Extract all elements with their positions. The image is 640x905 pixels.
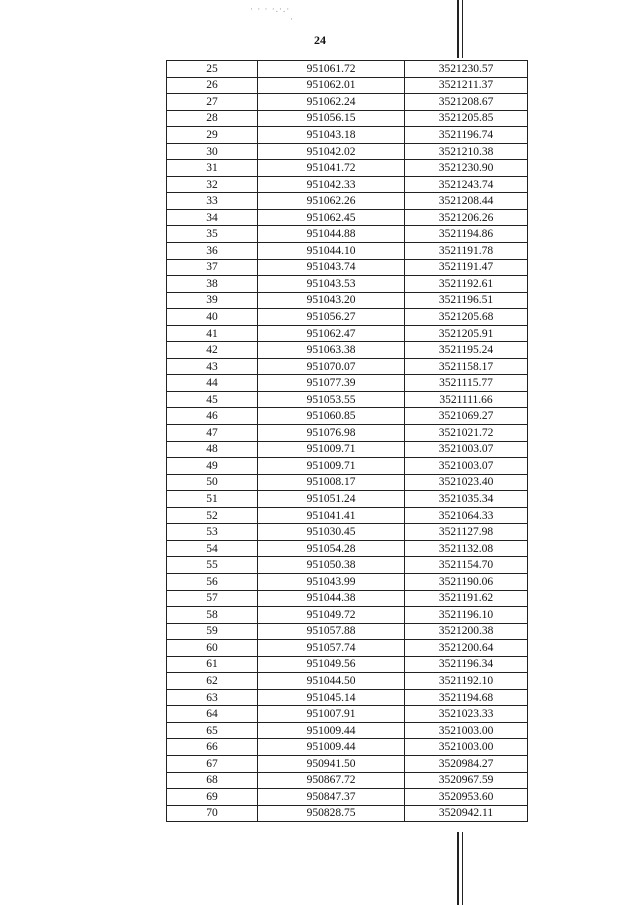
y-coordinate-cell: 3521196.51 xyxy=(405,292,528,309)
x-coordinate-cell: 951062.24 xyxy=(258,94,405,111)
point-number-cell: 53 xyxy=(167,524,258,541)
point-number-cell: 33 xyxy=(167,193,258,210)
x-coordinate-cell: 951007.91 xyxy=(258,706,405,723)
y-coordinate-cell: 3521111.66 xyxy=(405,391,528,408)
x-coordinate-cell: 951053.55 xyxy=(258,391,405,408)
point-number-cell: 50 xyxy=(167,474,258,491)
table-row xyxy=(167,375,528,392)
x-coordinate-cell: 951062.01 xyxy=(258,77,405,94)
x-coordinate-cell: 951009.71 xyxy=(258,458,405,475)
point-number-cell: 27 xyxy=(167,94,258,111)
table-row xyxy=(167,209,528,226)
page-number: 24 xyxy=(314,33,326,47)
point-number-cell: 32 xyxy=(167,176,258,193)
table-row xyxy=(167,557,528,574)
x-coordinate-cell: 951008.17 xyxy=(258,474,405,491)
x-coordinate-cell: 951045.14 xyxy=(258,689,405,706)
y-coordinate-cell: 3521132.08 xyxy=(405,540,528,557)
x-coordinate-cell: 951063.38 xyxy=(258,342,405,359)
point-number-cell: 52 xyxy=(167,507,258,524)
x-coordinate-cell: 951077.39 xyxy=(258,375,405,392)
point-number-cell: 68 xyxy=(167,772,258,789)
y-coordinate-cell: 3521230.90 xyxy=(405,160,528,177)
x-coordinate-cell: 951043.99 xyxy=(258,573,405,590)
x-coordinate-cell: 951050.38 xyxy=(258,557,405,574)
x-coordinate-cell: 951043.74 xyxy=(258,259,405,276)
binding-mark-top-2 xyxy=(462,0,463,58)
x-coordinate-cell: 951056.27 xyxy=(258,309,405,326)
coordinates-table xyxy=(166,60,528,822)
point-number-cell: 57 xyxy=(167,590,258,607)
point-number-cell: 64 xyxy=(167,706,258,723)
y-coordinate-cell: 3521208.67 xyxy=(405,94,528,111)
point-number-cell: 61 xyxy=(167,656,258,673)
y-coordinate-cell: 3521115.77 xyxy=(405,375,528,392)
point-number-cell: 54 xyxy=(167,540,258,557)
y-coordinate-cell: 3521003.00 xyxy=(405,739,528,756)
x-coordinate-cell: 951060.85 xyxy=(258,408,405,425)
point-number-cell: 37 xyxy=(167,259,258,276)
coordinates-table-body xyxy=(167,61,528,822)
table-row xyxy=(167,441,528,458)
table-row xyxy=(167,607,528,624)
point-number-cell: 70 xyxy=(167,805,258,822)
table-row xyxy=(167,176,528,193)
x-coordinate-cell: 951061.72 xyxy=(258,61,405,78)
x-coordinate-cell: 951054.28 xyxy=(258,540,405,557)
x-coordinate-cell: 950828.75 xyxy=(258,805,405,822)
point-number-cell: 34 xyxy=(167,209,258,226)
table-row xyxy=(167,573,528,590)
x-coordinate-cell: 951070.07 xyxy=(258,358,405,375)
y-coordinate-cell: 3520942.11 xyxy=(405,805,528,822)
table-row xyxy=(167,673,528,690)
binding-mark-top-1 xyxy=(457,0,459,58)
point-number-cell: 69 xyxy=(167,789,258,806)
y-coordinate-cell: 3521003.07 xyxy=(405,441,528,458)
point-number-cell: 38 xyxy=(167,276,258,293)
y-coordinate-cell: 3521211.37 xyxy=(405,77,528,94)
point-number-cell: 45 xyxy=(167,391,258,408)
x-coordinate-cell: 951057.88 xyxy=(258,623,405,640)
y-coordinate-cell: 3521194.68 xyxy=(405,689,528,706)
table-row xyxy=(167,722,528,739)
y-coordinate-cell: 3521069.27 xyxy=(405,408,528,425)
y-coordinate-cell: 3521021.72 xyxy=(405,425,528,442)
x-coordinate-cell: 951042.02 xyxy=(258,143,405,160)
table-row xyxy=(167,243,528,260)
table-row xyxy=(167,342,528,359)
y-coordinate-cell: 3521205.91 xyxy=(405,325,528,342)
y-coordinate-cell: 3521194.86 xyxy=(405,226,528,243)
y-coordinate-cell: 3521127.98 xyxy=(405,524,528,541)
table-row xyxy=(167,706,528,723)
point-number-cell: 31 xyxy=(167,160,258,177)
table-row xyxy=(167,276,528,293)
x-coordinate-cell: 951062.26 xyxy=(258,193,405,210)
table-row xyxy=(167,259,528,276)
y-coordinate-cell: 3521200.38 xyxy=(405,623,528,640)
y-coordinate-cell: 3521196.10 xyxy=(405,607,528,624)
point-number-cell: 30 xyxy=(167,143,258,160)
y-coordinate-cell: 3521210.38 xyxy=(405,143,528,160)
table-row xyxy=(167,755,528,772)
table-row xyxy=(167,739,528,756)
table-row xyxy=(167,110,528,127)
table-row xyxy=(167,540,528,557)
table-row xyxy=(167,458,528,475)
point-number-cell: 60 xyxy=(167,640,258,657)
y-coordinate-cell: 3521003.07 xyxy=(405,458,528,475)
table-row xyxy=(167,127,528,144)
y-coordinate-cell: 3521196.34 xyxy=(405,656,528,673)
y-coordinate-cell: 3521208.44 xyxy=(405,193,528,210)
table-row xyxy=(167,474,528,491)
table-row xyxy=(167,689,528,706)
point-number-cell: 40 xyxy=(167,309,258,326)
binding-mark-bottom-2 xyxy=(462,832,463,905)
table-row xyxy=(167,325,528,342)
point-number-cell: 25 xyxy=(167,61,258,78)
point-number-cell: 28 xyxy=(167,110,258,127)
x-coordinate-cell: 951044.38 xyxy=(258,590,405,607)
point-number-cell: 43 xyxy=(167,358,258,375)
x-coordinate-cell: 951009.44 xyxy=(258,722,405,739)
table-row xyxy=(167,160,528,177)
x-coordinate-cell: 951009.71 xyxy=(258,441,405,458)
point-number-cell: 49 xyxy=(167,458,258,475)
table-row xyxy=(167,94,528,111)
y-coordinate-cell: 3521190.06 xyxy=(405,573,528,590)
x-coordinate-cell: 951051.24 xyxy=(258,491,405,508)
point-number-cell: 65 xyxy=(167,722,258,739)
table-row xyxy=(167,507,528,524)
x-coordinate-cell: 951056.15 xyxy=(258,110,405,127)
scan-noise-top-2: · xyxy=(290,14,294,24)
table-row xyxy=(167,77,528,94)
point-number-cell: 46 xyxy=(167,408,258,425)
x-coordinate-cell: 951062.45 xyxy=(258,209,405,226)
y-coordinate-cell: 3521064.33 xyxy=(405,507,528,524)
x-coordinate-cell: 951057.74 xyxy=(258,640,405,657)
x-coordinate-cell: 951042.33 xyxy=(258,176,405,193)
y-coordinate-cell: 3521196.74 xyxy=(405,127,528,144)
point-number-cell: 51 xyxy=(167,491,258,508)
y-coordinate-cell: 3521003.00 xyxy=(405,722,528,739)
y-coordinate-cell: 3521035.34 xyxy=(405,491,528,508)
y-coordinate-cell: 3521230.57 xyxy=(405,61,528,78)
y-coordinate-cell: 3521023.33 xyxy=(405,706,528,723)
y-coordinate-cell: 3521206.26 xyxy=(405,209,528,226)
table-row xyxy=(167,491,528,508)
x-coordinate-cell: 951076.98 xyxy=(258,425,405,442)
y-coordinate-cell: 3521205.85 xyxy=(405,110,528,127)
table-row xyxy=(167,226,528,243)
y-coordinate-cell: 3521158.17 xyxy=(405,358,528,375)
table-row xyxy=(167,656,528,673)
scan-noise-top: · · · ·.·.· xyxy=(250,4,291,14)
y-coordinate-cell: 3521192.61 xyxy=(405,276,528,293)
y-coordinate-cell: 3521200.64 xyxy=(405,640,528,657)
point-number-cell: 39 xyxy=(167,292,258,309)
point-number-cell: 42 xyxy=(167,342,258,359)
point-number-cell: 55 xyxy=(167,557,258,574)
table-row xyxy=(167,391,528,408)
y-coordinate-cell: 3521192.10 xyxy=(405,673,528,690)
table-row xyxy=(167,358,528,375)
table-row xyxy=(167,590,528,607)
point-number-cell: 66 xyxy=(167,739,258,756)
table-row xyxy=(167,143,528,160)
y-coordinate-cell: 3521191.62 xyxy=(405,590,528,607)
x-coordinate-cell: 951009.44 xyxy=(258,739,405,756)
y-coordinate-cell: 3521243.74 xyxy=(405,176,528,193)
table-row xyxy=(167,61,528,78)
x-coordinate-cell: 951041.72 xyxy=(258,160,405,177)
x-coordinate-cell: 951043.18 xyxy=(258,127,405,144)
x-coordinate-cell: 951041.41 xyxy=(258,507,405,524)
binding-mark-bottom-1 xyxy=(457,832,459,905)
table-row xyxy=(167,789,528,806)
y-coordinate-cell: 3521205.68 xyxy=(405,309,528,326)
table-row xyxy=(167,425,528,442)
point-number-cell: 59 xyxy=(167,623,258,640)
y-coordinate-cell: 3521154.70 xyxy=(405,557,528,574)
point-number-cell: 48 xyxy=(167,441,258,458)
y-coordinate-cell: 3520953.60 xyxy=(405,789,528,806)
point-number-cell: 41 xyxy=(167,325,258,342)
point-number-cell: 56 xyxy=(167,573,258,590)
point-number-cell: 44 xyxy=(167,375,258,392)
x-coordinate-cell: 950941.50 xyxy=(258,755,405,772)
y-coordinate-cell: 3521195.24 xyxy=(405,342,528,359)
x-coordinate-cell: 950847.37 xyxy=(258,789,405,806)
x-coordinate-cell: 951049.72 xyxy=(258,607,405,624)
point-number-cell: 47 xyxy=(167,425,258,442)
x-coordinate-cell: 950867.72 xyxy=(258,772,405,789)
x-coordinate-cell: 951049.56 xyxy=(258,656,405,673)
point-number-cell: 67 xyxy=(167,755,258,772)
table-row xyxy=(167,292,528,309)
point-number-cell: 26 xyxy=(167,77,258,94)
y-coordinate-cell: 3521023.40 xyxy=(405,474,528,491)
y-coordinate-cell: 3520984.27 xyxy=(405,755,528,772)
point-number-cell: 29 xyxy=(167,127,258,144)
x-coordinate-cell: 951043.20 xyxy=(258,292,405,309)
point-number-cell: 58 xyxy=(167,607,258,624)
table-row xyxy=(167,640,528,657)
table-row xyxy=(167,805,528,822)
point-number-cell: 63 xyxy=(167,689,258,706)
y-coordinate-cell: 3521191.47 xyxy=(405,259,528,276)
table-row xyxy=(167,309,528,326)
table-row xyxy=(167,772,528,789)
x-coordinate-cell: 951030.45 xyxy=(258,524,405,541)
x-coordinate-cell: 951062.47 xyxy=(258,325,405,342)
point-number-cell: 35 xyxy=(167,226,258,243)
point-number-cell: 36 xyxy=(167,243,258,260)
x-coordinate-cell: 951044.88 xyxy=(258,226,405,243)
point-number-cell: 62 xyxy=(167,673,258,690)
y-coordinate-cell: 3521191.78 xyxy=(405,243,528,260)
table-row xyxy=(167,193,528,210)
x-coordinate-cell: 951043.53 xyxy=(258,276,405,293)
table-row xyxy=(167,524,528,541)
table-row xyxy=(167,408,528,425)
y-coordinate-cell: 3520967.59 xyxy=(405,772,528,789)
x-coordinate-cell: 951044.10 xyxy=(258,243,405,260)
table-row xyxy=(167,623,528,640)
x-coordinate-cell: 951044.50 xyxy=(258,673,405,690)
